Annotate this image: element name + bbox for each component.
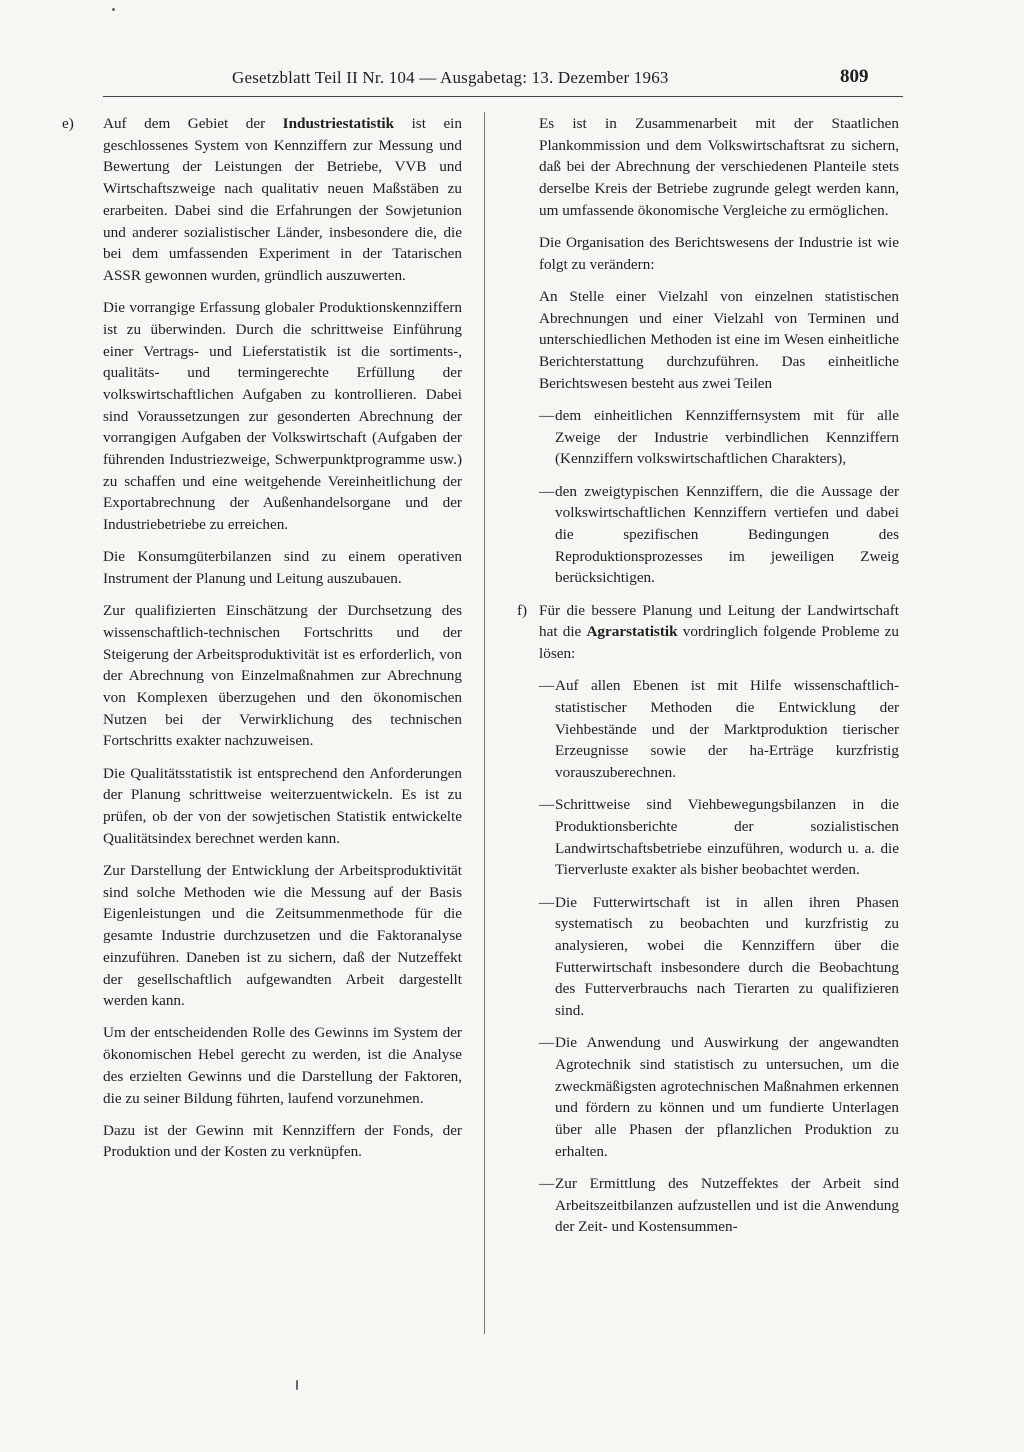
column-divider (484, 112, 485, 1334)
item-f (517, 600, 899, 665)
paragraph: Die vorrangige Erfassung globaler Produktionskennziffern ist zu überwinden. Durch die schrittweise Einführung einer Vertrags- und Lieferstatistik ist die sortiments-, qualitäts- und termingerechte Erfüllung der volkswirtschaftlichen Aufgaben zu kontrollieren. Dabei sind Voraussetzungen zur gesonderten Abrechnung der vorrangigen Aufgaben der Volkswirtschaft (Aufgaben der führenden Industriezweige, Schwerpunktprogramme usw.) zu schaffen und eine weitgehende Vereinheitlichung der Exportabrechnung der Außenhandelsorgane und der Industriebetriebe zu erreichen. (103, 299, 462, 534)
dash-bullet: — (539, 677, 555, 695)
paragraph: Die Organisation des Berichtswesens der Industrie ist wie folgt zu verändern: (539, 234, 899, 273)
paragraph: Dazu ist der Gewinn mit Kennziffern der Fonds, der Produktion und der Kosten zu verknüpfen. (103, 1121, 462, 1161)
paragraph: Um der entscheidenden Rolle des Gewinns im System der ökonomischen Hebel gerecht zu werden, ist die Analyse des erzielten Gewinns und die Darstellung der Faktoren, die zu seiner Bildung führten, laufend vorzunehmen. (103, 1024, 462, 1107)
dash-item-text: Schrittweise sind Viehbewegungsbilanzen in die Produktionsberichte der sozialistischen Landwirtschaftsbetriebe einzuführen, wodurch u. a. die Tierverluste exakter als bisher beobachtet werden. (555, 796, 899, 879)
item-e (62, 113, 462, 287)
left-column (62, 113, 462, 1174)
dash-item-text: Auf allen Ebenen ist mit Hilfe wissenschaftlich-statistischer Methoden die Entwicklung der Viehbestände und der Marktproduktion tierischer Erzeugnisse sowie der ha-Erträge kurzfristig vorauszuberechnen. (555, 677, 899, 781)
scan-speck (296, 1380, 298, 1390)
header-rule (103, 96, 903, 97)
paragraph: Zur Darstellung der Entwicklung der Arbeitsproduktivität sind solche Methoden wie die Messung auf der Basis Eigenleistungen und die Zeitsummenmethode für die gesamte Industrie durchzusetzen und die Faktoranalyse einzuführen. Daneben ist zu sichern, daß der Nutzeffekt der gesellschaftlich aufgewandten Arbeit dargestellt werden kann. (103, 862, 462, 1010)
paragraph: An Stelle einer Vielzahl von einzelnen statistischen Abrechnungen und einer Vielzahl von Terminen und unterschiedlichen Methoden ist eine im Wesen einheitliche Berichterstattung durchzuführen. Das einheitliche Berichtswesen besteht aus zwei Teilen (539, 287, 899, 392)
header-title: Gesetzblatt Teil II Nr. 104 — Ausgabetag: 13. Dezember 1963 (232, 68, 669, 87)
dash-item-text: den zweigtypischen Kennziffern, die die Aussage der volkswirtschaftlichen Kennziffern vertiefen und dabei die spezifischen Bedingungen des Reproduktionsprozesses im jeweiligen Zweig berücksichtigen. (555, 482, 899, 587)
dash-list-item (539, 481, 899, 590)
dash-list-item (539, 405, 899, 470)
dash-bullet: — (539, 482, 555, 500)
dash-list-item (539, 1173, 899, 1238)
item-e-text-end: ist ein geschlossenes System von Kennziffern zur Messung und Bewertung der Leistungen der Betriebe, VVB und Wirtschaftszweige nach qualitativ neuen Maßstäben zu erarbeiten. Dabei sind die Erfahrungen der Sowjetunion und anderer sozialistischer Länder, insbesondere die, die bei dem umfassenden Experiment in der Tatarischen ASSR gewonnen wurden, gründlich auszuwerten. (103, 115, 462, 284)
dash-list-item (539, 675, 899, 784)
dash-list-item (539, 892, 899, 1022)
dash-bullet: — (539, 1034, 555, 1052)
dash-list-item (539, 1032, 899, 1162)
dash-item-text: Die Futterwirtschaft ist in allen ihren Phasen systematisch zu beobachten und kurzfristig zu analysieren, wobei die Kennziffern über die Futterwirtschaft insbesondere durch die Beobachtung des Futterverbrauchs nach Tierarten zu qualifizieren sind. (555, 893, 899, 1020)
right-column (517, 113, 899, 1249)
item-e-text-start: Auf dem Gebiet der (103, 115, 283, 132)
paragraph: Die Qualitätsstatistik ist entsprechend den Anforderungen der Planung schrittweise weiterzuentwickeln. Es ist zu prüfen, ob der von der sowjetischen Statistik entwickelte Qualitätsindex berechnet werden kann. (103, 764, 462, 847)
paragraph: Zur qualifizierten Einschätzung der Durchsetzung des wissenschaftlich-technischen Fortschritts und der Steigerung der Arbeitsproduktivität ist es erforderlich, von der Abrechnung von Einzelmaßnahmen zur Abrechnung von Komplexen überzugehen und den ökonomischen Nutzen bei der Verwirklichung des technischen Fortschritts exakter nachzuweisen. (103, 602, 462, 750)
dash-list-item (539, 794, 899, 881)
dash-bullet: — (539, 1174, 555, 1192)
item-f-keyword: Agrarstatistik (586, 623, 678, 641)
dash-item-text: dem einheitlichen Kennziffernsystem mit für alle Zweige der Industrie verbindlichen Kennziffern (Kennziffern volkswirtschaftlichen Charakters), (555, 406, 899, 468)
item-e-keyword: Industriestatistik (282, 115, 395, 132)
item-e-marker: e) (62, 115, 74, 132)
item-f-text-start: Für die bessere Planung und Leitung der Landwirtschaft hat die (539, 601, 899, 641)
page-number: 809 (840, 66, 869, 87)
paragraph: Es ist in Zusammenarbeit mit der Staatlichen Plankommission und dem Volkswirtschaftsrat zu sichern, daß bei der Abrechnung der verschiedenen Planteile stets derselbe Kreis der Betriebe zugrunde gelegt werden kann, um umfassende ökonomische Vergleiche zu ermöglichen. (539, 115, 899, 219)
dash-bullet: — (539, 406, 555, 424)
dash-bullet: — (539, 893, 555, 911)
item-f-marker: f) (517, 601, 528, 619)
dash-item-text: Die Anwendung und Auswirkung der angewandten Agrotechnik sind statistisch zu untersuchen, um die zweckmäßigsten agrotechnischen Maßnahmen erkennen und fördern zu können und um fundierte Unterlagen über alle Phasen der pflanzlichen Produktion zu erhalten. (555, 1034, 899, 1160)
paragraph: Die Konsumgüterbilanzen sind zu einem operativen Instrument der Planung und Leitung auszubauen. (103, 548, 462, 588)
dash-bullet: — (539, 796, 555, 814)
item-f-text-end: vordringlich folgende Probleme zu lösen: (539, 623, 899, 662)
dash-item-text: Zur Ermittlung des Nutzeffektes der Arbeit sind Arbeitszeitbilanzen aufzustellen und ist die Anwendung der Zeit- und Kostensummen- (555, 1174, 899, 1236)
scan-speck (112, 8, 115, 11)
page-header (0, 68, 1024, 98)
